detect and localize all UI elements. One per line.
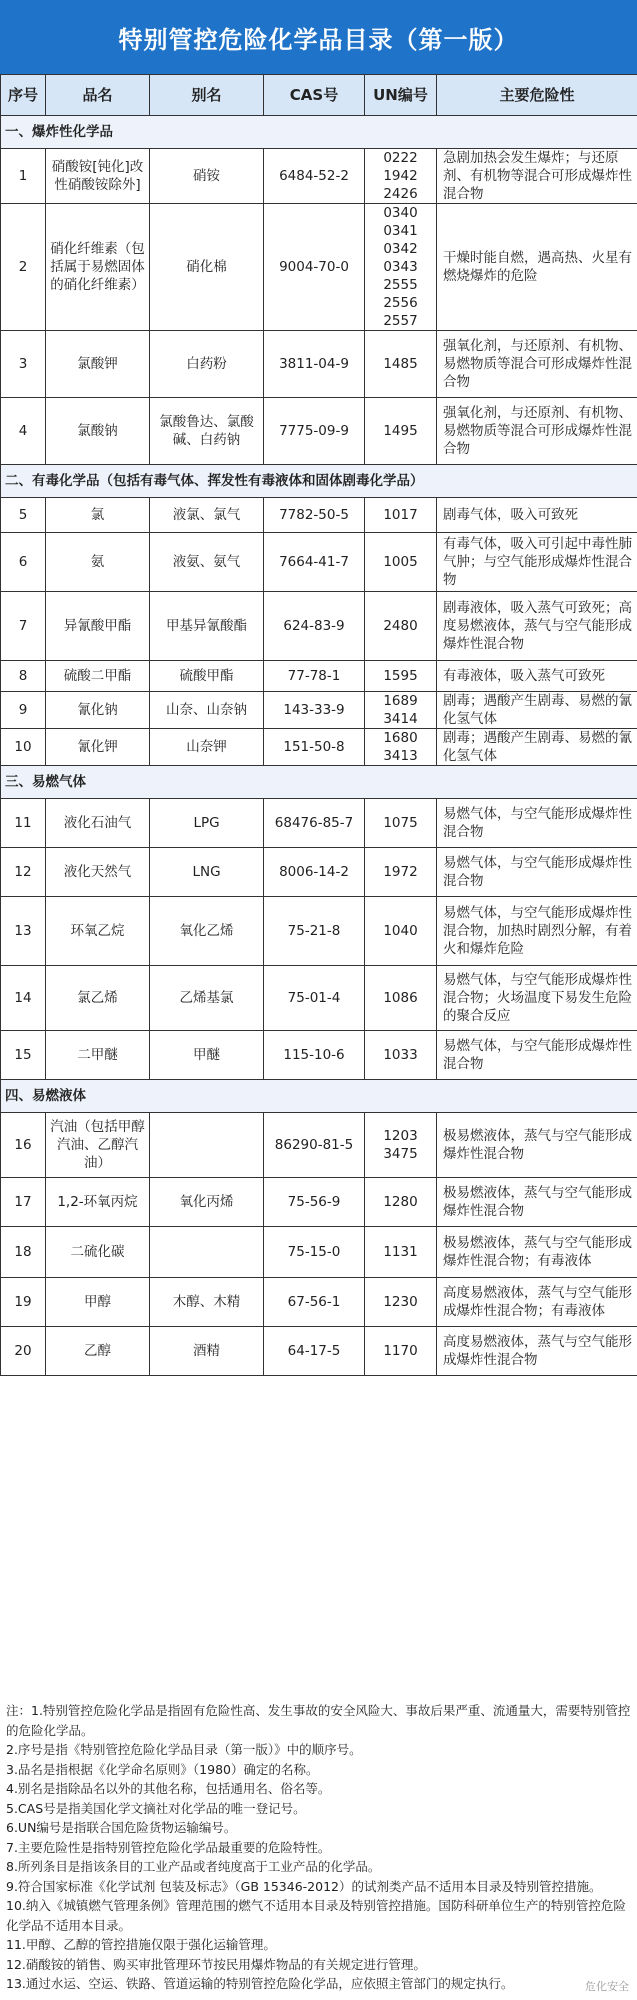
row-hazard: 强氧化剂，与还原剂、有机物、易燃物质等混合可形成爆炸性混合物 xyxy=(437,398,637,465)
row-name: 液化石油气 xyxy=(46,799,150,848)
row-number: 2 xyxy=(1,204,46,331)
table-row xyxy=(1,692,637,729)
note-item: 6.UN编号是指联合国危险货物运输编号。 xyxy=(6,1820,237,1835)
row-number: 13 xyxy=(1,897,46,966)
row-cas: 75-56-9 xyxy=(264,1178,365,1227)
notes xyxy=(0,1695,637,2000)
row-alias: 山奈、山奈钠 xyxy=(150,692,264,729)
section-header xyxy=(1,116,637,149)
section-title: 一、爆炸性化学品 xyxy=(1,116,637,149)
row-number: 16 xyxy=(1,1113,46,1178)
row-name: 硫酸二甲酯 xyxy=(46,661,150,692)
row-alias: 氧化丙烯 xyxy=(150,1178,264,1227)
row-un: 1040 xyxy=(365,897,437,966)
row-alias: 氧化乙烯 xyxy=(150,897,264,966)
table-header xyxy=(1,75,637,116)
row-alias xyxy=(150,1227,264,1278)
note-item: 12.硝酸铵的销售、购买审批管理环节按民用爆炸物品的有关规定进行管理。 xyxy=(6,1956,426,1972)
table-row xyxy=(1,398,637,465)
row-un: 0340 0341 0342 0343 2555 2556 2557 xyxy=(365,204,437,331)
row-un: 1170 xyxy=(365,1327,437,1376)
table-row xyxy=(1,799,637,848)
row-name: 氯酸钾 xyxy=(46,331,150,398)
row-un: 1131 xyxy=(365,1227,437,1278)
row-un: 1495 xyxy=(365,398,437,465)
row-alias: 液氯、氯气 xyxy=(150,498,264,533)
row-number: 15 xyxy=(1,1031,46,1080)
row-name: 乙醇 xyxy=(46,1327,150,1376)
row-name: 氯乙烯 xyxy=(46,966,150,1031)
row-name: 二甲醚 xyxy=(46,1031,150,1080)
row-number: 17 xyxy=(1,1178,46,1227)
row-cas: 75-01-4 xyxy=(264,966,365,1031)
row-un: 1485 xyxy=(365,331,437,398)
row-cas: 624-83-9 xyxy=(264,592,365,661)
row-name: 液化天然气 xyxy=(46,848,150,897)
row-cas: 6484-52-2 xyxy=(264,149,365,204)
note-item: 11.甲醇、乙醇的管控措施仅限于强化运输管理。 xyxy=(6,1937,276,1952)
row-hazard: 干燥时能自燃，遇高热、火星有燃烧爆炸的危险 xyxy=(437,204,637,331)
table-row xyxy=(1,331,637,398)
row-cas: 3811-04-9 xyxy=(264,331,365,398)
row-cas: 64-17-5 xyxy=(264,1327,365,1376)
row-number: 4 xyxy=(1,398,46,465)
row-alias: 硫酸甲酯 xyxy=(150,661,264,692)
row-hazard: 易燃气体，与空气能形成爆炸性混合物 xyxy=(437,848,637,897)
note-item: 4.别名是指除品名以外的其他名称，包括通用名、俗名等。 xyxy=(6,1781,331,1796)
row-name: 汽油（包括甲醇汽油、乙醇汽油） xyxy=(46,1113,150,1178)
table-row xyxy=(1,661,637,692)
table-row xyxy=(1,1113,637,1178)
row-cas: 7664-41-7 xyxy=(264,533,365,592)
row-name: 甲醇 xyxy=(46,1278,150,1327)
row-hazard: 有毒液体，吸入蒸气可致死 xyxy=(437,661,637,692)
row-un: 1033 xyxy=(365,1031,437,1080)
section-header xyxy=(1,766,637,799)
note-item: 2.序号是指《特别管控危险化学品目录（第一版）》中的顺序号。 xyxy=(6,1742,362,1757)
row-alias: 甲醚 xyxy=(150,1031,264,1080)
table-row xyxy=(1,1031,637,1080)
row-cas: 9004-70-0 xyxy=(264,204,365,331)
row-number: 18 xyxy=(1,1227,46,1278)
row-alias: 木醇、木精 xyxy=(150,1278,264,1327)
row-un: 1086 xyxy=(365,966,437,1031)
row-alias: 硝铵 xyxy=(150,149,264,204)
row-cas: 67-56-1 xyxy=(264,1278,365,1327)
row-un: 1280 xyxy=(365,1178,437,1227)
row-hazard: 剧毒液体，吸入蒸气可致死；高度易燃液体，蒸气与空气能形成爆炸性混合物 xyxy=(437,592,637,661)
row-number: 9 xyxy=(1,692,46,729)
page-title: 特别管控危险化学品目录（第一版） xyxy=(0,0,637,74)
row-number: 20 xyxy=(1,1327,46,1376)
row-alias xyxy=(150,1113,264,1178)
row-hazard: 剧毒；遇酸产生剧毒、易燃的氰化氢气体 xyxy=(437,692,637,729)
table-row xyxy=(1,533,637,592)
row-cas: 151-50-8 xyxy=(264,729,365,766)
chemical-table xyxy=(0,74,637,1376)
row-alias: 液氨、氨气 xyxy=(150,533,264,592)
table-row xyxy=(1,1327,637,1376)
row-alias: LPG xyxy=(150,799,264,848)
row-number: 7 xyxy=(1,592,46,661)
row-un: 1595 xyxy=(365,661,437,692)
row-un: 1017 xyxy=(365,498,437,533)
table-row xyxy=(1,498,637,533)
row-alias: LNG xyxy=(150,848,264,897)
row-alias: 酒精 xyxy=(150,1327,264,1376)
table-row xyxy=(1,1278,637,1327)
watermark: 危化安全 xyxy=(585,1980,629,1993)
note-item: 注：1.特别管控危险化学品是指固有危险性高、发生事故的安全风险大、事故后果严重、流通量大，需要特别管控的危险化学品。 xyxy=(6,1703,631,1738)
table-row xyxy=(1,592,637,661)
row-cas: 7782-50-5 xyxy=(264,498,365,533)
row-hazard: 极易燃液体，蒸气与空气能形成爆炸性混合物 xyxy=(437,1178,637,1227)
col-hazard: 主要危险性 xyxy=(437,75,637,116)
note-item: 3.品名是指根据《化学命名原则》（1980）确定的名称。 xyxy=(6,1761,319,1777)
row-cas: 86290-81-5 xyxy=(264,1113,365,1178)
col-name: 品名 xyxy=(46,75,150,116)
table-row xyxy=(1,897,637,966)
row-un: 1075 xyxy=(365,799,437,848)
row-number: 10 xyxy=(1,729,46,766)
section-title: 三、易燃气体 xyxy=(1,766,637,799)
row-cas: 143-33-9 xyxy=(264,692,365,729)
row-un: 1689 3414 xyxy=(365,692,437,729)
row-un: 1680 3413 xyxy=(365,729,437,766)
row-cas: 7775-09-9 xyxy=(264,398,365,465)
row-hazard: 极易燃液体，蒸气与空气能形成爆炸性混合物 xyxy=(437,1113,637,1178)
row-hazard: 易燃气体，与空气能形成爆炸性混合物；火场温度下易发生危险的聚合反应 xyxy=(437,966,637,1031)
row-name: 氰化钠 xyxy=(46,692,150,729)
note-item: 7.主要危险性是指特别管控危险化学品最重要的危险特性。 xyxy=(6,1839,331,1855)
col-no: 序号 xyxy=(1,75,46,116)
row-number: 19 xyxy=(1,1278,46,1327)
row-cas: 8006-14-2 xyxy=(264,848,365,897)
section-title: 四、易燃液体 xyxy=(1,1080,637,1113)
row-hazard: 高度易燃液体，蒸气与空气能形成爆炸性混合物 xyxy=(437,1327,637,1376)
row-name: 硝化纤维素（包括属于易燃固体的硝化纤维素） xyxy=(46,204,150,331)
row-alias: 氯酸鲁达、氯酸碱、白药钠 xyxy=(150,398,264,465)
row-name: 异氰酸甲酯 xyxy=(46,592,150,661)
row-hazard: 易燃气体，与空气能形成爆炸性混合物 xyxy=(437,799,637,848)
row-un: 1005 xyxy=(365,533,437,592)
row-hazard: 急剧加热会发生爆炸；与还原剂、有机物等混合可形成爆炸性混合物 xyxy=(437,149,637,204)
section-title: 二、有毒化学品（包括有毒气体、挥发性有毒液体和固体剧毒化学品） xyxy=(1,465,637,498)
section-header xyxy=(1,465,637,498)
row-un: 2480 xyxy=(365,592,437,661)
row-number: 8 xyxy=(1,661,46,692)
table-row xyxy=(1,966,637,1031)
section-header xyxy=(1,1080,637,1113)
row-name: 环氧乙烷 xyxy=(46,897,150,966)
row-alias: 白药粉 xyxy=(150,331,264,398)
row-number: 14 xyxy=(1,966,46,1031)
row-hazard: 易燃气体，与空气能形成爆炸性混合物，加热时剧烈分解，有着火和爆炸危险 xyxy=(437,897,637,966)
row-alias: 乙烯基氯 xyxy=(150,966,264,1031)
row-name: 氯酸钠 xyxy=(46,398,150,465)
table-row xyxy=(1,1178,637,1227)
row-number: 1 xyxy=(1,149,46,204)
col-cas: CAS号 xyxy=(264,75,365,116)
note-item: 8.所列条目是指该条目的工业产品或者纯度高于工业产品的化学品。 xyxy=(6,1859,381,1874)
row-hazard: 易燃气体，与空气能形成爆炸性混合物 xyxy=(437,1031,637,1080)
row-alias: 甲基异氰酸酯 xyxy=(150,592,264,661)
row-alias: 山奈钾 xyxy=(150,729,264,766)
row-cas: 75-21-8 xyxy=(264,897,365,966)
row-name: 氨 xyxy=(46,533,150,592)
row-alias: 硝化棉 xyxy=(150,204,264,331)
table-row xyxy=(1,729,637,766)
note-item: 13.通过水运、空运、铁路、管道运输的特别管控危险化学品，应依照主管部门的规定执行。 xyxy=(6,1976,514,1991)
table-row xyxy=(1,1227,637,1278)
col-un: UN编号 xyxy=(365,75,437,116)
note-item: 9.符合国家标准《化学试剂 包装及标志》（GB 15346-2012）的试剂类产品不适用本目录及特别管控措施。 xyxy=(6,1878,602,1894)
note-item: 5.CAS号是指美国化学文摘社对化学品的唯一登记号。 xyxy=(6,1800,306,1816)
row-un: 0222 1942 2426 xyxy=(365,149,437,204)
row-hazard: 极易燃液体，蒸气与空气能形成爆炸性混合物；有毒液体 xyxy=(437,1227,637,1278)
row-name: 1,2-环氧丙烷 xyxy=(46,1178,150,1227)
table-row xyxy=(1,848,637,897)
table-row xyxy=(1,149,637,204)
row-number: 5 xyxy=(1,498,46,533)
row-cas: 115-10-6 xyxy=(264,1031,365,1080)
row-un: 1230 xyxy=(365,1278,437,1327)
row-name: 二硫化碳 xyxy=(46,1227,150,1278)
row-hazard: 剧毒气体，吸入可致死 xyxy=(437,498,637,533)
row-number: 3 xyxy=(1,331,46,398)
row-hazard: 有毒气体，吸入可引起中毒性肺气肿；与空气能形成爆炸性混合物 xyxy=(437,533,637,592)
row-number: 12 xyxy=(1,848,46,897)
row-hazard: 高度易燃液体，蒸气与空气能形成爆炸性混合物；有毒液体 xyxy=(437,1278,637,1327)
row-cas: 68476-85-7 xyxy=(264,799,365,848)
row-number: 6 xyxy=(1,533,46,592)
row-cas: 77-78-1 xyxy=(264,661,365,692)
row-hazard: 强氧化剂，与还原剂、有机物、易燃物质等混合可形成爆炸性混合物 xyxy=(437,331,637,398)
row-name: 氰化钾 xyxy=(46,729,150,766)
row-cas: 75-15-0 xyxy=(264,1227,365,1278)
row-number: 11 xyxy=(1,799,46,848)
row-name: 硝酸铵[钝化]改性硝酸铵除外] xyxy=(46,149,150,204)
row-un: 1972 xyxy=(365,848,437,897)
row-un: 1203 3475 xyxy=(365,1113,437,1178)
row-name: 氯 xyxy=(46,498,150,533)
row-hazard: 剧毒；遇酸产生剧毒、易燃的氰化氢气体 xyxy=(437,729,637,766)
col-alias: 别名 xyxy=(150,75,264,116)
table-row xyxy=(1,204,637,331)
note-item: 10.纳入《城镇燃气管理条例》管理范围的燃气不适用本目录及特别管控措施。国防科研单位生产的特别管控危险化学品不适用本目录。 xyxy=(6,1898,626,1933)
